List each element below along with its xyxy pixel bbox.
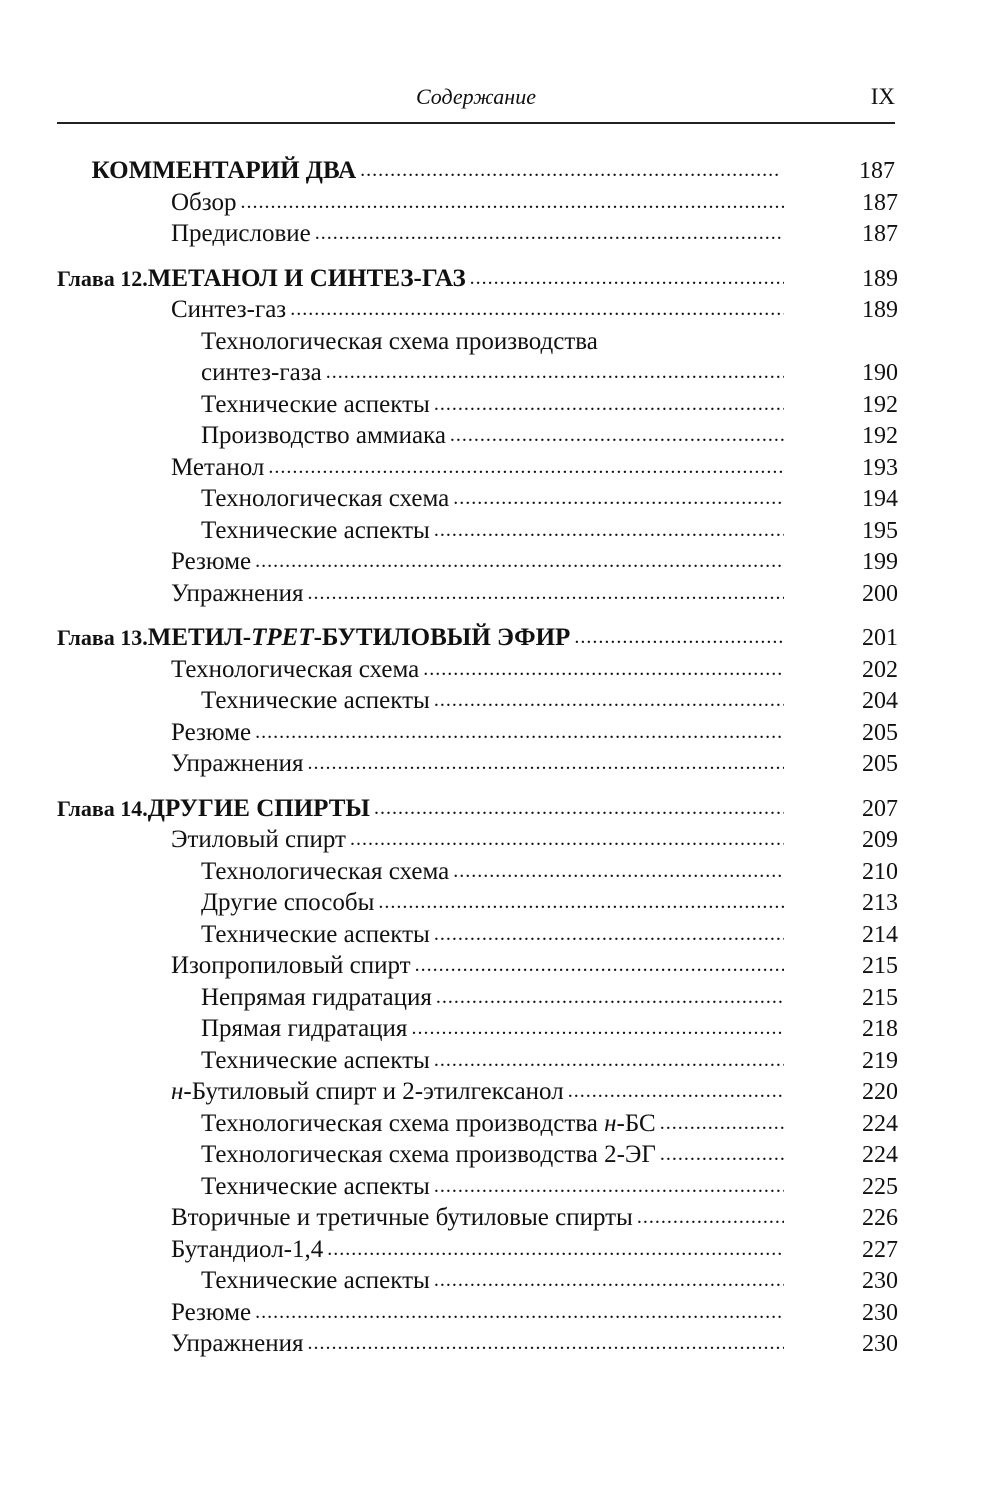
toc-entry (57, 578, 898, 610)
leader-dots (450, 420, 784, 452)
toc-entry (57, 187, 898, 219)
toc-entry-title: Прямая гидратация (201, 1015, 408, 1042)
leader-dots (307, 748, 784, 780)
leader-dots (255, 1297, 784, 1329)
toc-page-number: 189 (862, 265, 898, 292)
leader-dots (255, 546, 784, 578)
toc-entry (57, 326, 895, 358)
toc-page-number: 218 (862, 1016, 898, 1042)
toc-entry-title: Технические аспекты (201, 390, 430, 418)
toc-entry-title: Синтез-газ (171, 296, 287, 323)
toc-page-number: 224 (862, 1110, 898, 1137)
leader-dots (378, 887, 784, 919)
leader-dots (470, 263, 784, 295)
toc-entry-title: Предисловие (171, 220, 311, 247)
toc-entry (57, 218, 898, 250)
toc-page-number: 230 (862, 1331, 898, 1357)
leader-dots (255, 717, 784, 749)
toc-entry-title: Обзор (171, 188, 237, 216)
toc-entry-title: Непрямая гидратация (201, 983, 432, 1011)
leader-dots (326, 357, 784, 389)
toc-page-number: 187 (859, 158, 895, 184)
toc-entry (57, 1328, 898, 1360)
toc-entry-title: Другие способы (201, 889, 375, 916)
chapter-number: Глава 12. (57, 265, 148, 291)
leader-dots (434, 1045, 784, 1077)
toc-entry (57, 950, 898, 982)
toc-page-number: 209 (862, 827, 898, 853)
table-of-contents (57, 155, 898, 1360)
toc-entry-title: Упражнения (171, 750, 304, 777)
toc-entry-title: Этиловый спирт (171, 826, 346, 853)
toc-entry-title: КОММЕНТАРИЙ ДВА (91, 157, 357, 184)
toc-entry (57, 294, 898, 326)
toc-page-number: 207 (862, 795, 898, 822)
title-part: -БУТИЛОВЫЙ ЭФИР (313, 624, 571, 651)
toc-page-number: 190 (862, 360, 898, 386)
toc-chapter-entry (57, 793, 898, 825)
leader-dots (637, 1202, 784, 1234)
toc-entry (57, 1202, 898, 1234)
toc-page-number: 219 (862, 1047, 898, 1074)
leader-dots (350, 824, 784, 856)
chapter-number: Глава 14. (57, 795, 148, 821)
toc-chapter-entry (57, 263, 898, 295)
leader-dots (315, 218, 784, 250)
toc-entry (57, 1013, 898, 1045)
toc-entry (57, 824, 898, 856)
title-part: -БС (616, 1109, 656, 1137)
title-part: -Бутиловый спирт и 2-этилгексанол (183, 1078, 564, 1105)
toc-entry-title: Бутандиол-1,4 (171, 1235, 324, 1263)
toc-page-number: 192 (862, 391, 898, 418)
toc-page-number: 200 (862, 580, 898, 607)
toc-entry-title: Резюме (171, 1298, 252, 1326)
leader-dots (434, 1265, 784, 1297)
toc-entry (57, 546, 898, 578)
leader-dots (307, 578, 784, 610)
leader-dots (360, 155, 781, 187)
toc-entry (57, 1139, 898, 1171)
leader-dots (453, 856, 784, 888)
leader-dots (411, 1013, 784, 1045)
toc-page-number: 220 (862, 1079, 898, 1105)
toc-entry (57, 1297, 898, 1329)
toc-entry-title: Технологическая схема производства 2-ЭГ (201, 1141, 656, 1168)
toc-entry-title (148, 622, 571, 654)
leader-dots (415, 950, 784, 982)
header-page-number: IX (870, 84, 895, 109)
toc-entry-title: Технические аспекты (201, 1172, 430, 1200)
leader-dots (660, 1139, 784, 1171)
toc-entry-title (171, 1076, 564, 1108)
toc-page-number: 187 (862, 189, 898, 216)
leader-dots (327, 1234, 784, 1266)
toc-entry (57, 856, 898, 888)
toc-entry (57, 1265, 898, 1297)
toc-entry-title: МЕТАНОЛ И СИНТЕЗ-ГАЗ (147, 264, 466, 292)
title-italic-part: н (604, 1109, 617, 1137)
toc-entry-title: Технологическая схема (201, 485, 450, 512)
toc-entry-title: синтез-газа (201, 359, 322, 386)
toc-page-number: 205 (862, 719, 898, 746)
leader-dots (268, 452, 784, 484)
title-part: Технологическая схема производства (201, 1109, 605, 1137)
toc-entry-title: Вторичные и третичные бутиловые спирты (171, 1204, 633, 1231)
leader-dots (423, 654, 784, 686)
toc-entry (57, 1234, 898, 1266)
toc-entry (57, 1108, 898, 1140)
leader-dots (574, 622, 784, 654)
toc-entry (57, 717, 898, 749)
toc-entry (57, 452, 898, 484)
leader-dots (434, 389, 784, 421)
toc-entry-title: Технические аспекты (201, 687, 430, 714)
title-italic-part: ТРЕТ (251, 624, 314, 651)
toc-page-number: 205 (862, 751, 898, 777)
toc-entry (57, 1076, 898, 1108)
toc-entry-title (201, 1108, 656, 1140)
toc-entry (57, 919, 898, 951)
running-header (57, 80, 895, 124)
toc-entry-title: Технические аспекты (201, 1046, 430, 1074)
toc-entry (57, 389, 898, 421)
leader-dots (290, 294, 784, 326)
toc-page-number: 214 (862, 921, 898, 948)
toc-page-number: 192 (862, 423, 898, 449)
toc-entry (57, 685, 898, 717)
toc-entry-title: Технологическая схема (171, 655, 420, 683)
toc-page-number: 204 (862, 688, 898, 714)
toc-page-number: 230 (862, 1299, 898, 1326)
toc-page-number: 213 (862, 890, 898, 916)
toc-page-number: 201 (862, 625, 898, 651)
toc-entry (57, 654, 898, 686)
toc-page-number: 202 (862, 656, 898, 683)
toc-entry (57, 982, 898, 1014)
leader-dots (434, 515, 784, 547)
toc-entry-title: ДРУГИЕ СПИРТЫ (147, 794, 370, 822)
title-italic-part: н (171, 1078, 184, 1105)
toc-entry-title: Упражнения (171, 1330, 304, 1357)
toc-page-number: 187 (862, 221, 898, 247)
toc-entry-title: Технические аспекты (201, 1267, 430, 1294)
leader-dots (453, 483, 784, 515)
toc-entry (57, 887, 898, 919)
toc-page-number: 226 (862, 1205, 898, 1231)
header-title: Содержание (415, 84, 536, 109)
toc-page-number: 194 (862, 486, 898, 512)
toc-page-number: 193 (862, 454, 898, 481)
toc-entry-title: Технологическая схема производства (201, 327, 598, 355)
toc-page-number: 227 (862, 1236, 898, 1263)
leader-dots (241, 187, 784, 219)
toc-entry (57, 357, 898, 389)
toc-entry (57, 1045, 898, 1077)
title-part: МЕТИЛ- (147, 624, 252, 651)
toc-entry (57, 483, 898, 515)
toc-page-number: 230 (862, 1268, 898, 1294)
toc-entry-title: Технологическая схема (201, 857, 450, 885)
leader-dots (434, 919, 784, 951)
toc-page-number: 225 (862, 1173, 898, 1200)
toc-entry (57, 748, 898, 780)
toc-page-number: 195 (862, 517, 898, 544)
toc-entry (57, 1171, 898, 1203)
leader-dots (434, 685, 784, 717)
toc-entry-title: Метанол (171, 453, 265, 481)
leader-dots (434, 1171, 784, 1203)
leader-dots (374, 793, 784, 825)
toc-entry-title: Резюме (171, 548, 252, 575)
leader-dots (307, 1328, 784, 1360)
toc-chapter-entry (57, 622, 898, 654)
toc-entry-title: Технические аспекты (201, 516, 430, 544)
toc-entry-title: Изопропиловый спирт (171, 952, 411, 979)
toc-chapter-entry (57, 155, 895, 187)
toc-entry-title: Технические аспекты (201, 920, 430, 948)
leader-dots (436, 982, 784, 1014)
chapter-number: Глава 13. (57, 625, 148, 650)
toc-page-number: 224 (862, 1142, 898, 1168)
toc-entry (57, 515, 898, 547)
toc-entry-title: Резюме (171, 718, 252, 746)
toc-entry-title: Производство аммиака (201, 422, 446, 449)
toc-entry-title: Упражнения (171, 579, 304, 607)
toc-page-number: 189 (862, 297, 898, 323)
toc-entry (57, 420, 898, 452)
toc-page-number: 199 (862, 549, 898, 575)
toc-page-number: 215 (862, 984, 898, 1011)
leader-dots (568, 1076, 784, 1108)
leader-dots (660, 1108, 784, 1140)
toc-page-number: 210 (862, 858, 898, 885)
toc-page-number: 215 (862, 953, 898, 979)
